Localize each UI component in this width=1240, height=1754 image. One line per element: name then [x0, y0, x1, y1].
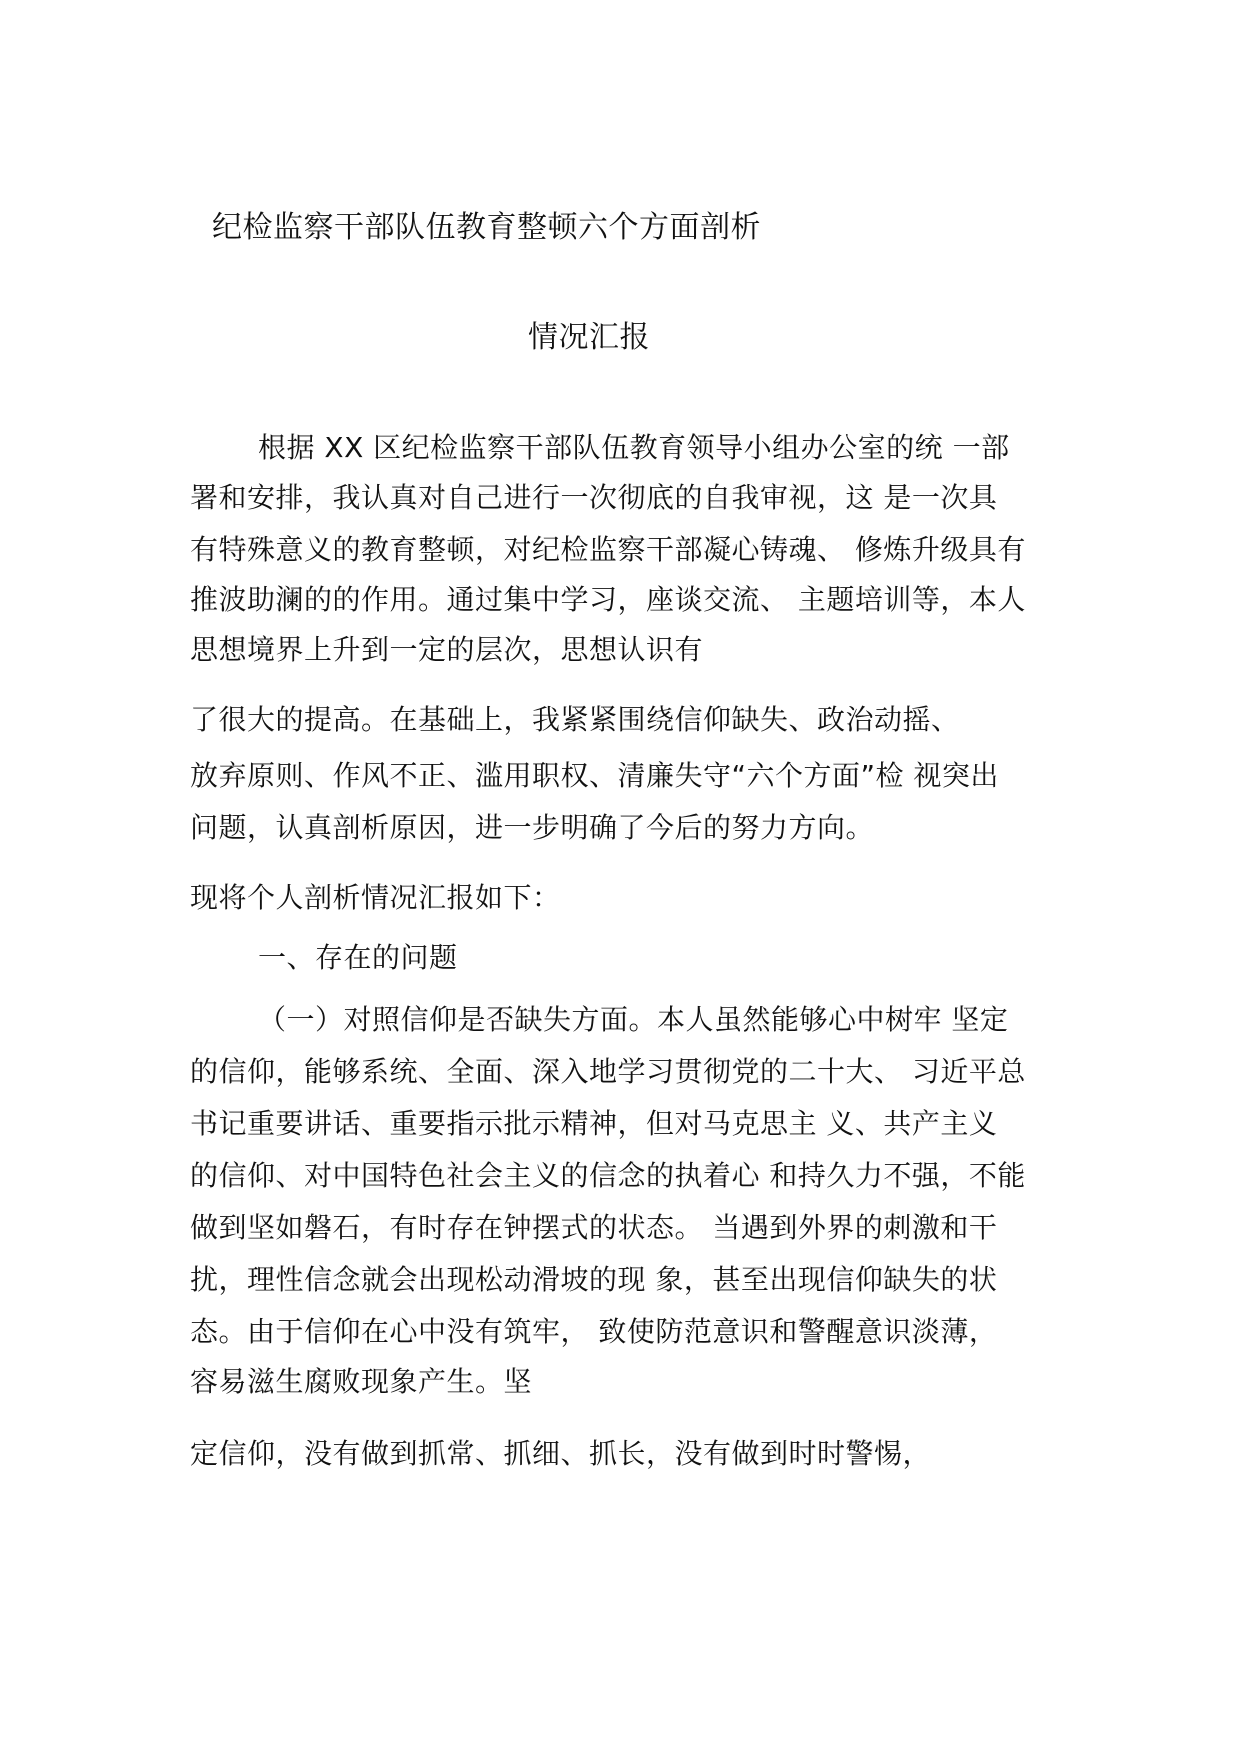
document-title-line-1: 纪检监察干部队伍教育整顿六个方面剖析	[212, 210, 761, 245]
body-line-9: 现将个人剖析情况汇报如下：	[190, 881, 561, 914]
body-line-15: 做到坚如磐石，有时存在钟摆式的状态。 当遇到外界的刺激和干	[190, 1211, 998, 1244]
body-line-3: 有特殊意义的教育整顿，对纪检监察干部凝心铸魂、 修炼升级具有	[190, 533, 1026, 566]
body-line-6: 了很大的提高。在基础上，我紧紧围绕信仰缺失、政治动摇、	[190, 703, 960, 736]
body-line-4: 推波助澜的的作用。通过集中学习，座谈交流、 主题培训等，本人	[190, 583, 1026, 616]
body-line-13: 书记重要讲话、重要指示批示精神，但对马克思主 义、共产主义	[190, 1107, 998, 1140]
body-line-18: 容易滋生腐败现象产生。坚	[190, 1365, 533, 1398]
body-line-16: 扰，理性信念就会出现松动滑坡的现 象，甚至出现信仰缺失的状	[190, 1263, 998, 1296]
body-line-7: 放弃原则、作风不正、滥用职权、清廉失守“六个方面”检 视突出	[190, 759, 999, 792]
body-line-11: （一）对照信仰是否缺失方面。本人虽然能够心中树牢 坚定	[258, 1003, 1009, 1036]
body-line-17: 态。由于信仰在心中没有筑牢， 致使防范意识和警醒意识淡薄，	[190, 1315, 998, 1348]
body-line-8: 问题，认真剖析原因，进一步明确了今后的努力方向。	[190, 811, 875, 844]
body-line-12: 的信仰，能够系统、全面、深入地学习贯彻党的二十大、 习近平总	[190, 1055, 1026, 1088]
body-line-1: 根据 XX 区纪检监察干部队伍教育领导小组办公室的统 一部	[258, 431, 1010, 464]
body-line-2: 署和安排，我认真对自己进行一次彻底的自我审视，这 是一次具	[190, 481, 998, 514]
body-line-19: 定信仰，没有做到抓常、抓细、抓长，没有做到时时警惕，	[190, 1437, 932, 1470]
section-heading: 一、存在的问题	[258, 941, 458, 974]
document-title-line-2: 情况汇报	[528, 320, 650, 355]
body-line-5: 思想境界上升到一定的层次，思想认识有	[190, 633, 704, 666]
body-line-14: 的信仰、对中国特色社会主义的信念的执着心 和持久力不强，不能	[190, 1159, 1026, 1192]
